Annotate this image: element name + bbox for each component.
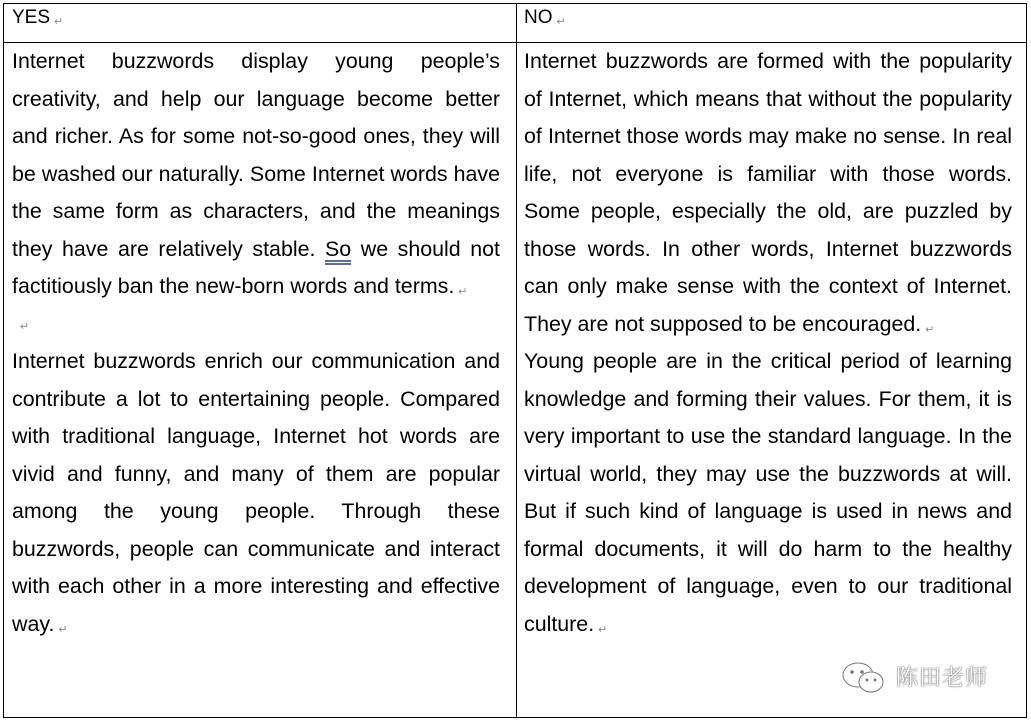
wechat-icon xyxy=(840,661,888,695)
paragraph-mark-icon: ↵ xyxy=(556,16,566,28)
no-paragraph-1: Internet buzzwords are formed with the popularity of Internet, which means that without the popularity of Internet those words may make no sense. In real life, not everyone is familiar with those words. Some people, especially the old, are puzzled by those words. In other words, Internet buzzwords can only make sense with the context of Internet. They are not supposed to be encouraged. ↵ xyxy=(524,49,1012,336)
paragraph-mark-icon: ↵ xyxy=(458,286,468,298)
paragraph-mark-icon: ↵ xyxy=(20,320,30,333)
header-yes-label: YES xyxy=(12,7,51,28)
paragraph-mark-icon: ↵ xyxy=(598,623,608,636)
header-yes xyxy=(12,3,500,33)
no-column xyxy=(524,43,1012,643)
watermark xyxy=(840,655,1010,699)
paragraph-mark-icon: ↵ xyxy=(925,323,935,336)
yes-paragraph-1: Internet buzzwords display young people’s creativity, and help our language become better and richer. As for some not-so-good ones, they will be washed our naturally. Some Internet words have the same form as characters, and the meanings they have are relatively stable. So we should not factitiously ban the new-born words and terms. ↵ xyxy=(12,49,500,298)
yes-paragraph-2: Internet buzzwords enrich our communication and contribute a lot to entertaining people. Compared with traditional language, Internet hot words are vivid and funny, and many of them are popular among the young people. Through these buzzwords, people can communicate and interact with each other in a more interesting and effective way. ↵ xyxy=(12,349,500,636)
yes-column xyxy=(12,43,500,643)
paragraph-mark-icon: ↵ xyxy=(58,623,68,636)
paragraph-mark-icon: ↵ xyxy=(54,16,64,28)
no-paragraph-2: Young people are in the critical period of learning knowledge and forming their values. For them, it is very important to use the standard language. In the virtual world, they may use the buzzwords at will. But if such kind of language is used in news and formal documents, it will do harm to the healthy development of language, even to our traditional culture. ↵ xyxy=(524,349,1012,636)
yes-empty-paragraph xyxy=(12,306,500,344)
underlined-word: So xyxy=(325,236,352,261)
header-no xyxy=(524,3,1012,33)
header-no-label: NO xyxy=(524,7,553,28)
column-divider xyxy=(516,4,517,717)
watermark-text: 陈田老师 xyxy=(896,666,989,691)
